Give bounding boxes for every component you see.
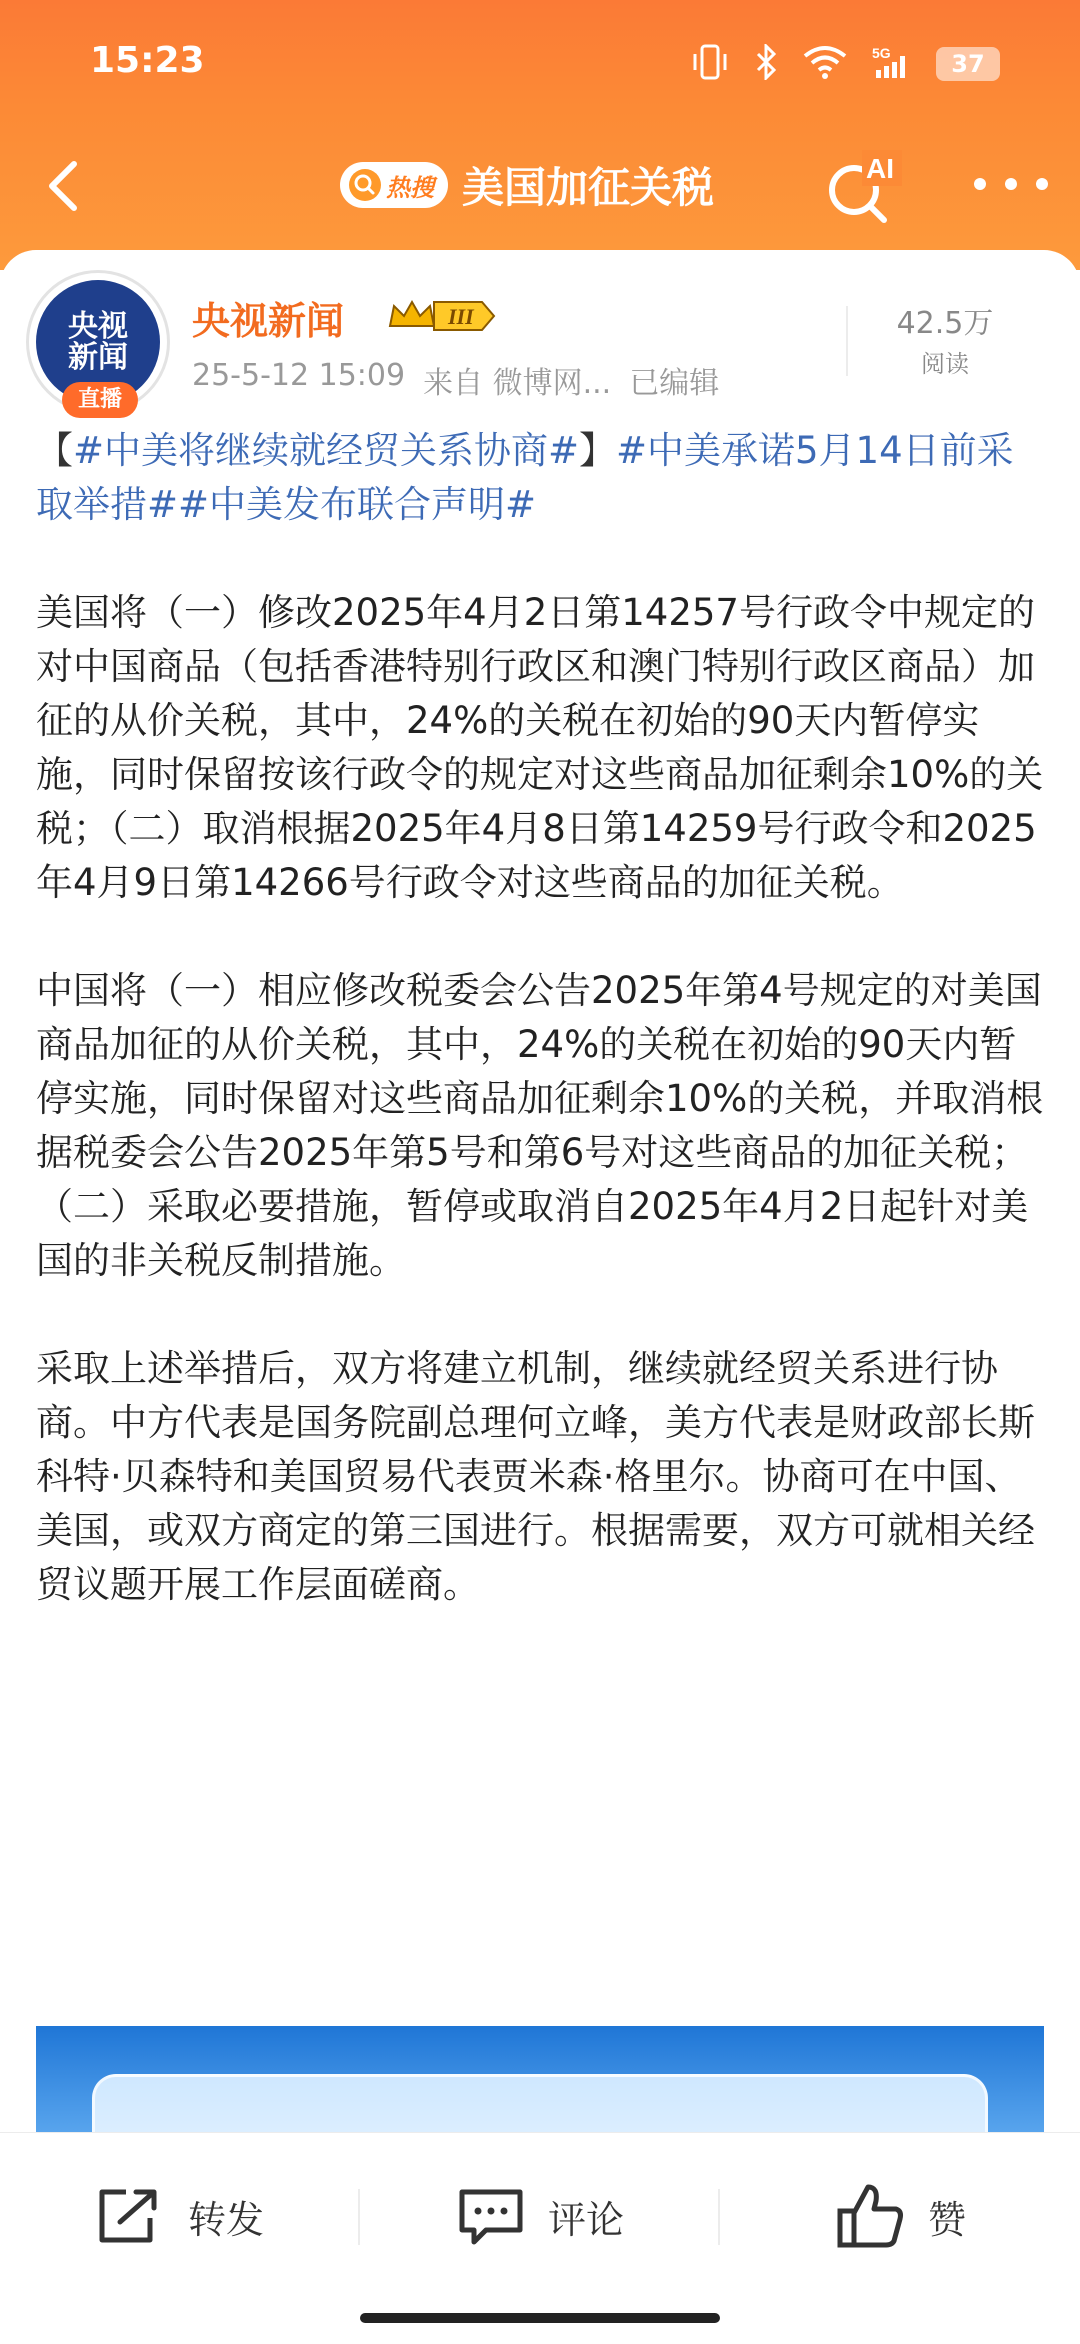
- status-time: 15:23: [90, 40, 205, 81]
- read-count: [870, 298, 1020, 379]
- nav-bar: [0, 140, 1080, 230]
- search-icon: [348, 168, 382, 202]
- post-card: [0, 250, 1080, 2130]
- hashtag-link[interactable]: #中美将继续就经贸关系协商#: [73, 429, 580, 472]
- like-button[interactable]: [836, 2181, 966, 2251]
- vibrate-icon: [690, 44, 730, 84]
- svg-text:5G: 5G: [872, 45, 891, 61]
- header-background: [0, 0, 1080, 270]
- signal-icon: [872, 44, 912, 84]
- nav-title-group[interactable]: [340, 152, 714, 218]
- post-paragraph: 美国将（一）修改2025年4月2日第14257号行政令中规定的对中国商品（包括香港特别行政区和澳门特别行政区商品）加征的从价关税，其中，24%的关税在初始的90天内暂停实施，同时保留按该行政令的规定对这些商品加征剩余10%的关税；（二）取消根据2025年4月8日第14259号行政令和2025年4月9日第14266号行政令对这些商品的加征关税。: [36, 591, 1044, 904]
- post-paragraph: 采取上述举措后，双方将建立机制，继续就经贸关系进行协商。中方代表是国务院副总理何立峰，美方代表是财政部长斯科特·贝森特和美国贸易代表贾米森·格里尔。协商可在中国、美国，或双方商定的第三国进行。根据需要，双方可就相关经贸议题开展工作层面磋商。: [36, 1347, 1035, 1606]
- vip-level-badge[interactable]: [386, 296, 498, 336]
- vip-level-text: III: [448, 304, 474, 329]
- bracket-close: 】: [579, 429, 617, 472]
- home-indicator[interactable]: [360, 2313, 720, 2323]
- hashtag-link[interactable]: #中美承诺5月14日前采取举措#: [36, 429, 1014, 526]
- repost-button[interactable]: [96, 2181, 264, 2251]
- hot-search-badge[interactable]: [340, 162, 448, 208]
- post-meta: [192, 358, 719, 402]
- comment-button[interactable]: [456, 2181, 624, 2251]
- like-label: 赞: [928, 2197, 967, 2242]
- post-image[interactable]: [36, 2026, 1044, 2136]
- battery-icon: 37: [936, 47, 1000, 81]
- author-name[interactable]: 央视新闻: [192, 299, 345, 343]
- more-button[interactable]: [966, 164, 1056, 204]
- post-image-frame: [92, 2074, 988, 2136]
- bracket-open: 【: [36, 429, 73, 472]
- comment-icon: [456, 2186, 526, 2246]
- back-button[interactable]: [36, 156, 96, 216]
- read-count-label: 阅读: [921, 350, 969, 378]
- bottom-action-bar: [0, 2132, 1080, 2344]
- crown-icon: [386, 296, 498, 336]
- post-body: [36, 424, 1046, 1612]
- comment-label: 评论: [548, 2197, 625, 2242]
- post-date: 25-5-12 15:09: [192, 358, 406, 393]
- post-headline: [36, 424, 1046, 532]
- thumbs-up-icon: [836, 2183, 906, 2249]
- live-badge[interactable]: 直播: [62, 382, 138, 418]
- repost-label: 转发: [188, 2197, 265, 2242]
- ai-label: AI: [866, 153, 894, 184]
- hot-search-label: 热搜: [386, 173, 434, 202]
- chevron-left-icon: [36, 156, 96, 216]
- bluetooth-icon: [754, 44, 778, 84]
- post-source[interactable]: 来自 微博网...: [423, 366, 612, 401]
- post-paragraph: 中国将（一）相应修改税委会公告2025年第4号规定的对美国商品加征的从价关税，其中，24%的关税在初始的90天内暂停实施，同时保留对这些商品加征剩余10%的关税，并取消根据税委会公告2025年第5号和第6号对这些商品的加征关税；（二）采取必要措施，暂停或取消自2025年4月2日起针对美国的非关税反制措施。: [36, 969, 1044, 1282]
- divider: [718, 2189, 720, 2245]
- avatar-text-2: 新闻: [68, 340, 128, 375]
- status-icons: [690, 44, 1000, 84]
- wifi-icon: [802, 44, 848, 84]
- edited-label[interactable]: 已编辑: [629, 366, 720, 401]
- divider: [846, 306, 848, 376]
- share-icon: [96, 2186, 166, 2246]
- ai-search-button[interactable]: [822, 146, 902, 226]
- read-count-number: 42.5万: [896, 306, 994, 341]
- more-icon: [966, 164, 1056, 204]
- divider: [358, 2189, 360, 2245]
- page-title: 美国加征关税: [462, 163, 715, 212]
- status-bar: [0, 30, 1080, 110]
- hashtag-link[interactable]: #中美发布联合声明#: [178, 483, 537, 526]
- avatar-text-1: 央视: [68, 308, 128, 344]
- ai-search-icon: [822, 146, 902, 226]
